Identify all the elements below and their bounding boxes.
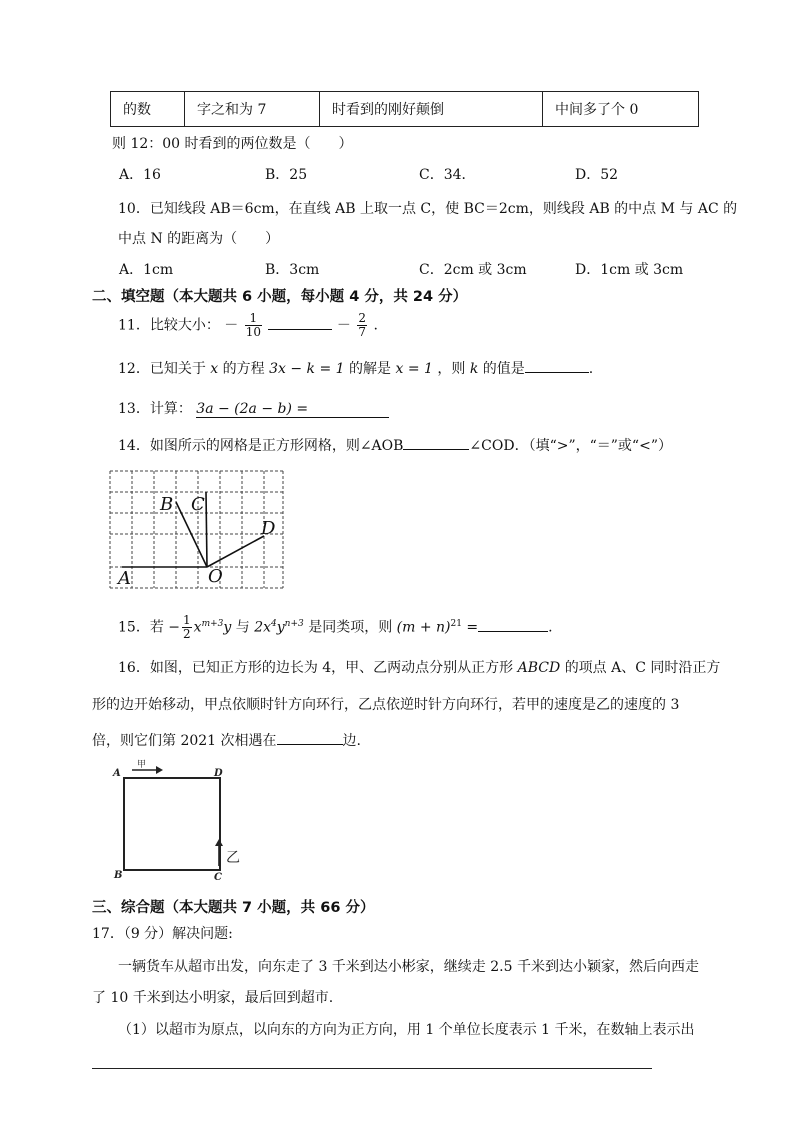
q10-line1: 10．已知线段 AB＝6cm，在直线 AB 上取一点 C，使 BC＝2cm，则线段 AB 的中点 M 与 AC 的 [118, 201, 738, 217]
q11-prefix: 11．比较大小： [118, 317, 220, 334]
section-heading-fill-in: 二、填空题（本大题共 6 小题，每小题 4 分，共 24 分） [92, 289, 468, 305]
q15-exponent: 21 [450, 618, 462, 629]
table-cell: 时看到的刚好颠倒 [320, 92, 543, 127]
q12-text: ，则 [437, 361, 466, 377]
ray-oc [206, 492, 207, 567]
q16-square-figure [108, 756, 248, 884]
q10-line2: 中点 N 的距离为（ ） [118, 231, 280, 247]
q14-grid-figure [108, 468, 288, 593]
q15-text: 是同类项，则 [308, 619, 393, 636]
q10-option-c: C．2cm 或 3cm [419, 262, 527, 278]
fig-label-b: B [114, 870, 123, 881]
q11-minus-2: － [336, 317, 351, 334]
q17-title: 17．（9 分）解决问题: [92, 926, 233, 942]
q14 [118, 435, 672, 455]
q11-fraction-2 [357, 312, 367, 339]
q15-text: 15．若 [118, 619, 164, 636]
q16-text: 16．如图，已知正方形的边长为 4，甲、乙两动点分别从正方形 [118, 660, 514, 676]
q15-text: 与 [235, 619, 250, 636]
q9-stem: 则 12：00 时看到的两位数是（ ） [112, 136, 353, 152]
q15-term1-y: y [223, 619, 232, 636]
fig-label-yi: 乙 [226, 850, 240, 866]
table-cell: 中间多了个 0 [543, 92, 699, 127]
label-b: B [160, 494, 174, 515]
q12-text: 12．已知关于 [118, 361, 206, 377]
fig-label-d: D [214, 768, 223, 779]
q13 [118, 398, 389, 418]
q17-paragraph-1: 一辆货车从超市出发，向东走了 3 千米到达小彬家，继续走 2.5 千米到达小颖家，然后向西走 [118, 959, 699, 975]
table-cell: 字之和为 7 [185, 92, 320, 127]
section-heading-comprehensive: 三、综合题（本大题共 7 小题，共 66 分） [92, 900, 375, 916]
q11 [118, 312, 378, 339]
q12-text: 的解是 [349, 361, 392, 377]
q16-answer-blank[interactable] [277, 730, 343, 745]
footer-rule [92, 1068, 652, 1069]
q10-option-a: A．1cm [119, 262, 174, 278]
q15-answer-blank[interactable] [478, 617, 548, 632]
q12-end: . [588, 361, 594, 377]
q16-line3 [92, 730, 361, 750]
denominator: 2 [183, 627, 191, 641]
square-abcd [124, 778, 220, 870]
table-cell: 的数 [111, 92, 185, 127]
q11-fraction-1 [245, 312, 262, 339]
denominator: 10 [245, 325, 262, 339]
q14-text: 14．如图所示的网格是正方形网格，则∠AOB [118, 438, 404, 454]
question-table [110, 91, 699, 127]
q17-paragraph-3: （1）以超市为原点，以向东的方向为正方向，用 1 个单位长度表示 1 千米，在数轴上表示出 [118, 1022, 695, 1038]
q13-prefix: 13．计算： [118, 401, 192, 417]
fig-label-a: A [113, 768, 121, 779]
ray-od [207, 536, 264, 567]
q15-term2-exponent: 4 [271, 618, 277, 629]
label-o: O [208, 566, 223, 587]
fig-label-jia: 甲 [137, 760, 147, 770]
q12-solution: x = 1 [395, 361, 433, 377]
q12-text: 的值是 [482, 361, 525, 377]
q14-text: ∠COD．（填“>”，“＝”或“<”） [469, 438, 672, 454]
q12-equation: 3x − k = 1 [269, 361, 345, 377]
q11-answer-blank[interactable] [268, 315, 332, 330]
q15-fraction [182, 614, 192, 641]
q11-end: . [373, 317, 378, 334]
q12-answer-blank[interactable] [525, 358, 589, 373]
q15-term1: x [193, 619, 202, 636]
numerator: 1 [245, 312, 262, 326]
q15 [118, 614, 553, 641]
q15-term2-y: y [276, 619, 285, 636]
q9-option-c: C．34． [419, 167, 476, 183]
q15-term2: 2x [254, 619, 272, 636]
numerator: 2 [358, 311, 367, 325]
q15-expression: (m + n) [396, 619, 451, 636]
numerator: 1 [183, 613, 191, 627]
q15-term2-y-exponent: n+3 [284, 618, 304, 629]
q12-text: 的方程 [222, 361, 265, 377]
q15-end: . [548, 619, 553, 636]
q15-term1-exponent: m+3 [201, 618, 224, 629]
q9-option-a: A．16 [119, 167, 161, 183]
label-d: D [261, 518, 276, 539]
q16-text: 边. [342, 733, 361, 749]
fig-label-c: C [214, 872, 222, 883]
q16-square-name: ABCD [517, 660, 561, 676]
q15-minus: − [168, 619, 181, 636]
q16-text: 的项点 A、C 同时沿正方 [564, 660, 721, 676]
q17-paragraph-2: 了 10 千米到达小明家，最后回到超市. [92, 990, 334, 1006]
q11-minus: － [224, 317, 239, 334]
q12-var-k: k [469, 361, 479, 377]
q10-option-d: D．1cm 或 3cm [575, 262, 684, 278]
q14-answer-blank[interactable] [403, 435, 469, 450]
label-a: A [118, 568, 131, 589]
q9-option-b: B．25 [265, 167, 308, 183]
label-c: C [191, 494, 205, 515]
q12 [118, 358, 593, 378]
q16-line2: 形的边开始移动，甲点依顺时针方向环行，乙点依逆时针方向环行，若甲的速度是乙的速度的 3 [92, 697, 680, 713]
q15-equals: = [461, 619, 479, 636]
q13-expression[interactable]: 3a − (2a − b) = [196, 401, 389, 418]
denominator: 7 [358, 325, 367, 339]
q10-option-b: B．3cm [265, 262, 320, 278]
q9-option-d: D．52 [575, 167, 619, 183]
q16-line1 [118, 657, 720, 677]
q16-text: 倍，则它们第 2021 次相遇在 [92, 733, 277, 749]
q12-var-x: x [210, 361, 219, 377]
